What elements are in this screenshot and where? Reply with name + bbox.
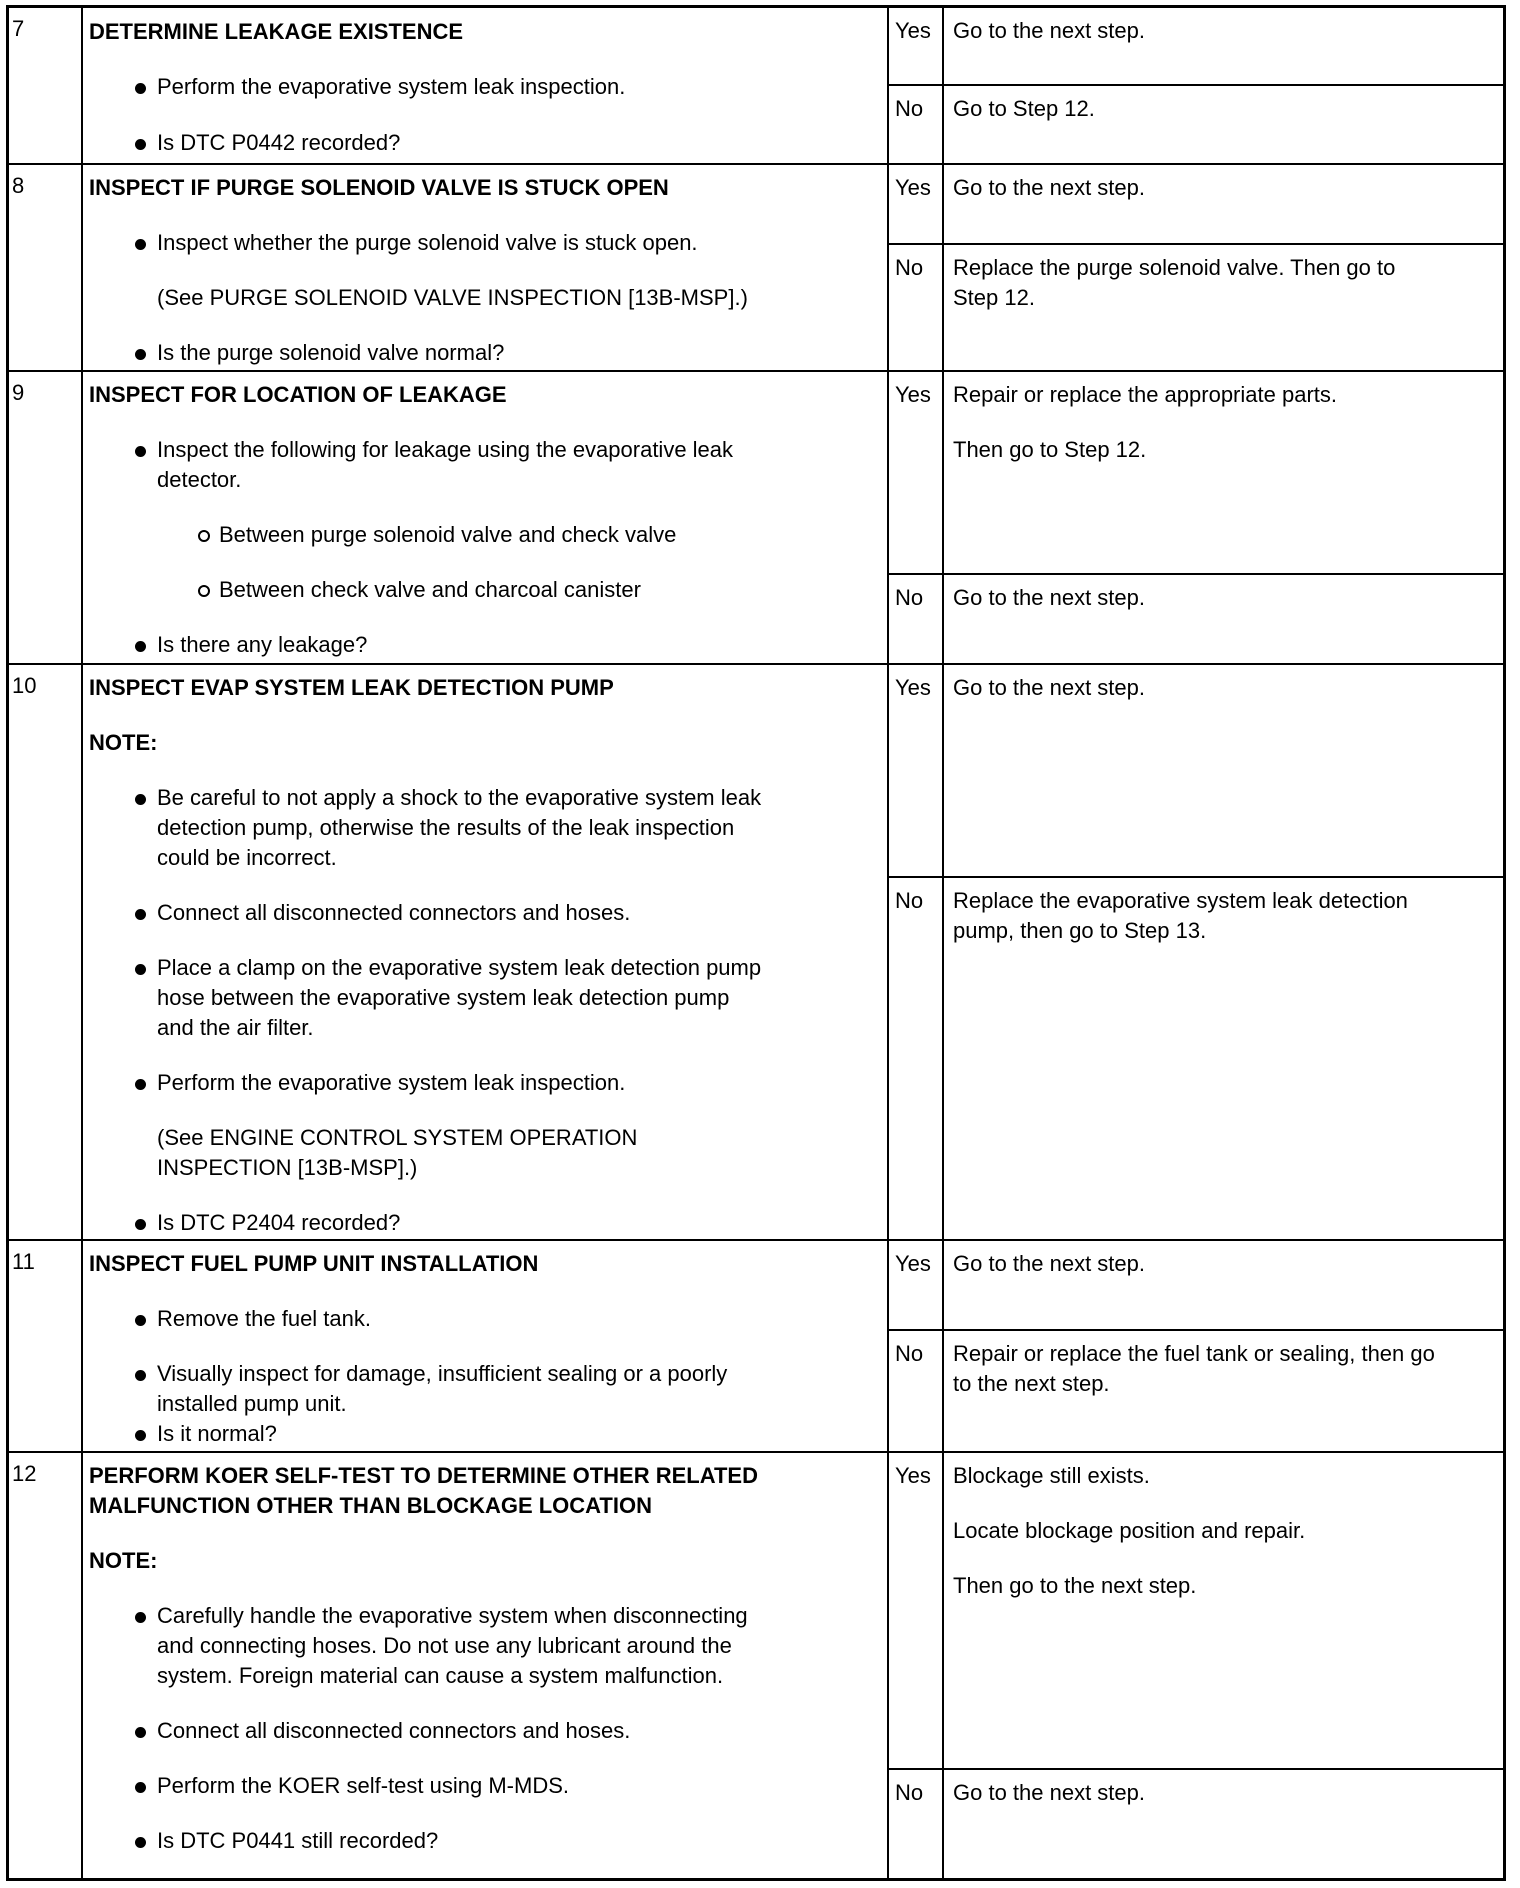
action-item-line: installed pump unit. [157, 1391, 347, 1416]
action-item-line: and the air filter. [157, 1015, 314, 1040]
bullet-icon [135, 641, 146, 652]
yes-label: Yes [895, 18, 931, 43]
bullet-icon [135, 1430, 146, 1441]
action-item: Inspect whether the purge solenoid valve is stuck open. [157, 230, 698, 255]
result-no [889, 1768, 1503, 1880]
no-action-line: Step 12. [953, 285, 1035, 310]
yes-action: Go to the next step. [953, 175, 1146, 200]
no-action-line: pump, then go to Step 13. [953, 918, 1207, 943]
step-number: 12 [12, 1461, 37, 1486]
note-line: detection pump, otherwise the results of the leak inspection [157, 815, 735, 840]
sub-bullet-icon [198, 530, 210, 542]
bullet-icon [135, 794, 146, 805]
bullet-icon [135, 1612, 146, 1623]
action-item: Is there any leakage? [157, 632, 368, 657]
result-no [889, 1329, 1503, 1453]
action-reference-line: INSPECTION [13B-MSP].) [157, 1155, 418, 1180]
step-row-8 [9, 163, 1503, 372]
action-item-line: Place a clamp on the evaporative system leak detection pump [157, 955, 762, 980]
note-line: system. Foreign material can cause a system malfunction. [157, 1663, 724, 1688]
step-row-12 [9, 1451, 1503, 1880]
action-item-line: detector. [157, 467, 242, 492]
step-row-9 [9, 370, 1503, 665]
no-label: No [895, 1780, 924, 1805]
sub-item: Between check valve and charcoal canister [219, 577, 641, 602]
result-yes [889, 1453, 1503, 1768]
no-action-line: to the next step. [953, 1371, 1110, 1396]
result-no [889, 84, 1503, 163]
step-title: INSPECT IF PURGE SOLENOID VALVE IS STUCK OPEN [89, 175, 669, 200]
step-number: 8 [12, 173, 25, 198]
result-yes [889, 165, 1503, 243]
yes-label: Yes [895, 382, 931, 407]
no-action-line: Replace the purge solenoid valve. Then go to [953, 255, 1396, 280]
bullet-icon [135, 83, 146, 94]
yes-action-line: Then go to Step 12. [953, 437, 1147, 462]
yes-label: Yes [895, 1251, 931, 1276]
result-yes [889, 1241, 1503, 1329]
bullet-icon [135, 1782, 146, 1793]
action-item-line: Visually inspect for damage, insufficient sealing or a poorly [157, 1361, 728, 1386]
yes-action-line: Repair or replace the appropriate parts. [953, 382, 1337, 407]
sub-bullet-icon [198, 585, 210, 597]
yes-action-line: Then go to the next step. [953, 1573, 1197, 1598]
bullet-icon [135, 1727, 146, 1738]
action-reference-line: (See ENGINE CONTROL SYSTEM OPERATION [157, 1125, 638, 1150]
action-item: Connect all disconnected connectors and hoses. [157, 1718, 631, 1743]
sub-item: Between purge solenoid valve and check valve [219, 522, 677, 547]
action-item: Perform the evaporative system leak inspection. [157, 74, 626, 99]
bullet-icon [135, 909, 146, 920]
result-yes [889, 372, 1503, 573]
bullet-icon [135, 1370, 146, 1381]
no-label: No [895, 888, 924, 913]
action-item-line: hose between the evaporative system leak detection pump [157, 985, 730, 1010]
bullet-icon [135, 964, 146, 975]
yes-label: Yes [895, 675, 931, 700]
no-action-line: Repair or replace the fuel tank or sealing, then go [953, 1341, 1435, 1366]
step-number: 9 [12, 380, 25, 405]
no-label: No [895, 1341, 924, 1366]
result-yes [889, 665, 1503, 876]
action-item: Is DTC P0441 still recorded? [157, 1828, 439, 1853]
step-title-line: MALFUNCTION OTHER THAN BLOCKAGE LOCATION [89, 1493, 652, 1518]
action-item: Perform the KOER self-test using M-MDS. [157, 1773, 569, 1798]
bullet-icon [135, 1219, 146, 1230]
step-title-line: PERFORM KOER SELF-TEST TO DETERMINE OTHER RELATED [89, 1463, 758, 1488]
action-item: Is it normal? [157, 1421, 277, 1446]
note-line: could be incorrect. [157, 845, 337, 870]
action-item: Is DTC P2404 recorded? [157, 1210, 401, 1235]
step-title: DETERMINE LEAKAGE EXISTENCE [89, 19, 464, 44]
bullet-icon [135, 1079, 146, 1090]
action-item: Remove the fuel tank. [157, 1306, 372, 1331]
yes-label: Yes [895, 1463, 931, 1488]
action-item: Perform the evaporative system leak inspection. [157, 1070, 626, 1095]
yes-action: Go to the next step. [953, 1251, 1146, 1276]
result-yes [889, 8, 1503, 84]
no-label: No [895, 96, 924, 121]
action-item: Is the purge solenoid valve normal? [157, 340, 505, 365]
action-item: Connect all disconnected connectors and hoses. [157, 900, 631, 925]
yes-label: Yes [895, 175, 931, 200]
bullet-icon [135, 239, 146, 250]
step-number: 7 [12, 16, 25, 41]
yes-action-line: Blockage still exists. [953, 1463, 1150, 1488]
no-action: Go to the next step. [953, 585, 1146, 610]
note-label: NOTE: [89, 730, 158, 755]
bullet-icon [135, 1837, 146, 1848]
step-number: 11 [12, 1249, 35, 1274]
no-action-line: Replace the evaporative system leak detection [953, 888, 1408, 913]
troubleshooting-table [6, 5, 1506, 1881]
action-item: Is DTC P0442 recorded? [157, 130, 401, 155]
bullet-icon [135, 1315, 146, 1326]
no-label: No [895, 585, 924, 610]
note-line: Carefully handle the evaporative system when disconnecting [157, 1603, 748, 1628]
action-item-line: Inspect the following for leakage using the evaporative leak [157, 437, 734, 462]
note-line: Be careful to not apply a shock to the evaporative system leak [157, 785, 762, 810]
no-action: Go to Step 12. [953, 96, 1095, 121]
bullet-icon [135, 139, 146, 150]
step-number: 10 [12, 673, 37, 698]
yes-action-line: Locate blockage position and repair. [953, 1518, 1306, 1543]
step-row-11 [9, 1239, 1503, 1453]
no-action: Go to the next step. [953, 1780, 1146, 1805]
step-row-7 [9, 8, 1503, 163]
note-label: NOTE: [89, 1548, 158, 1573]
step-title: INSPECT FUEL PUMP UNIT INSTALLATION [89, 1251, 539, 1276]
bullet-icon [135, 349, 146, 360]
step-title: INSPECT FOR LOCATION OF LEAKAGE [89, 382, 507, 407]
note-line: and connecting hoses. Do not use any lubricant around the [157, 1633, 732, 1658]
bullet-icon [135, 446, 146, 457]
result-no [889, 573, 1503, 665]
yes-action: Go to the next step. [953, 675, 1146, 700]
no-label: No [895, 255, 924, 280]
action-reference: (See PURGE SOLENOID VALVE INSPECTION [13B-MSP].) [157, 285, 748, 310]
yes-action: Go to the next step. [953, 18, 1146, 43]
result-no [889, 876, 1503, 1241]
step-title: INSPECT EVAP SYSTEM LEAK DETECTION PUMP [89, 675, 614, 700]
result-no [889, 243, 1503, 372]
step-row-10 [9, 663, 1503, 1241]
